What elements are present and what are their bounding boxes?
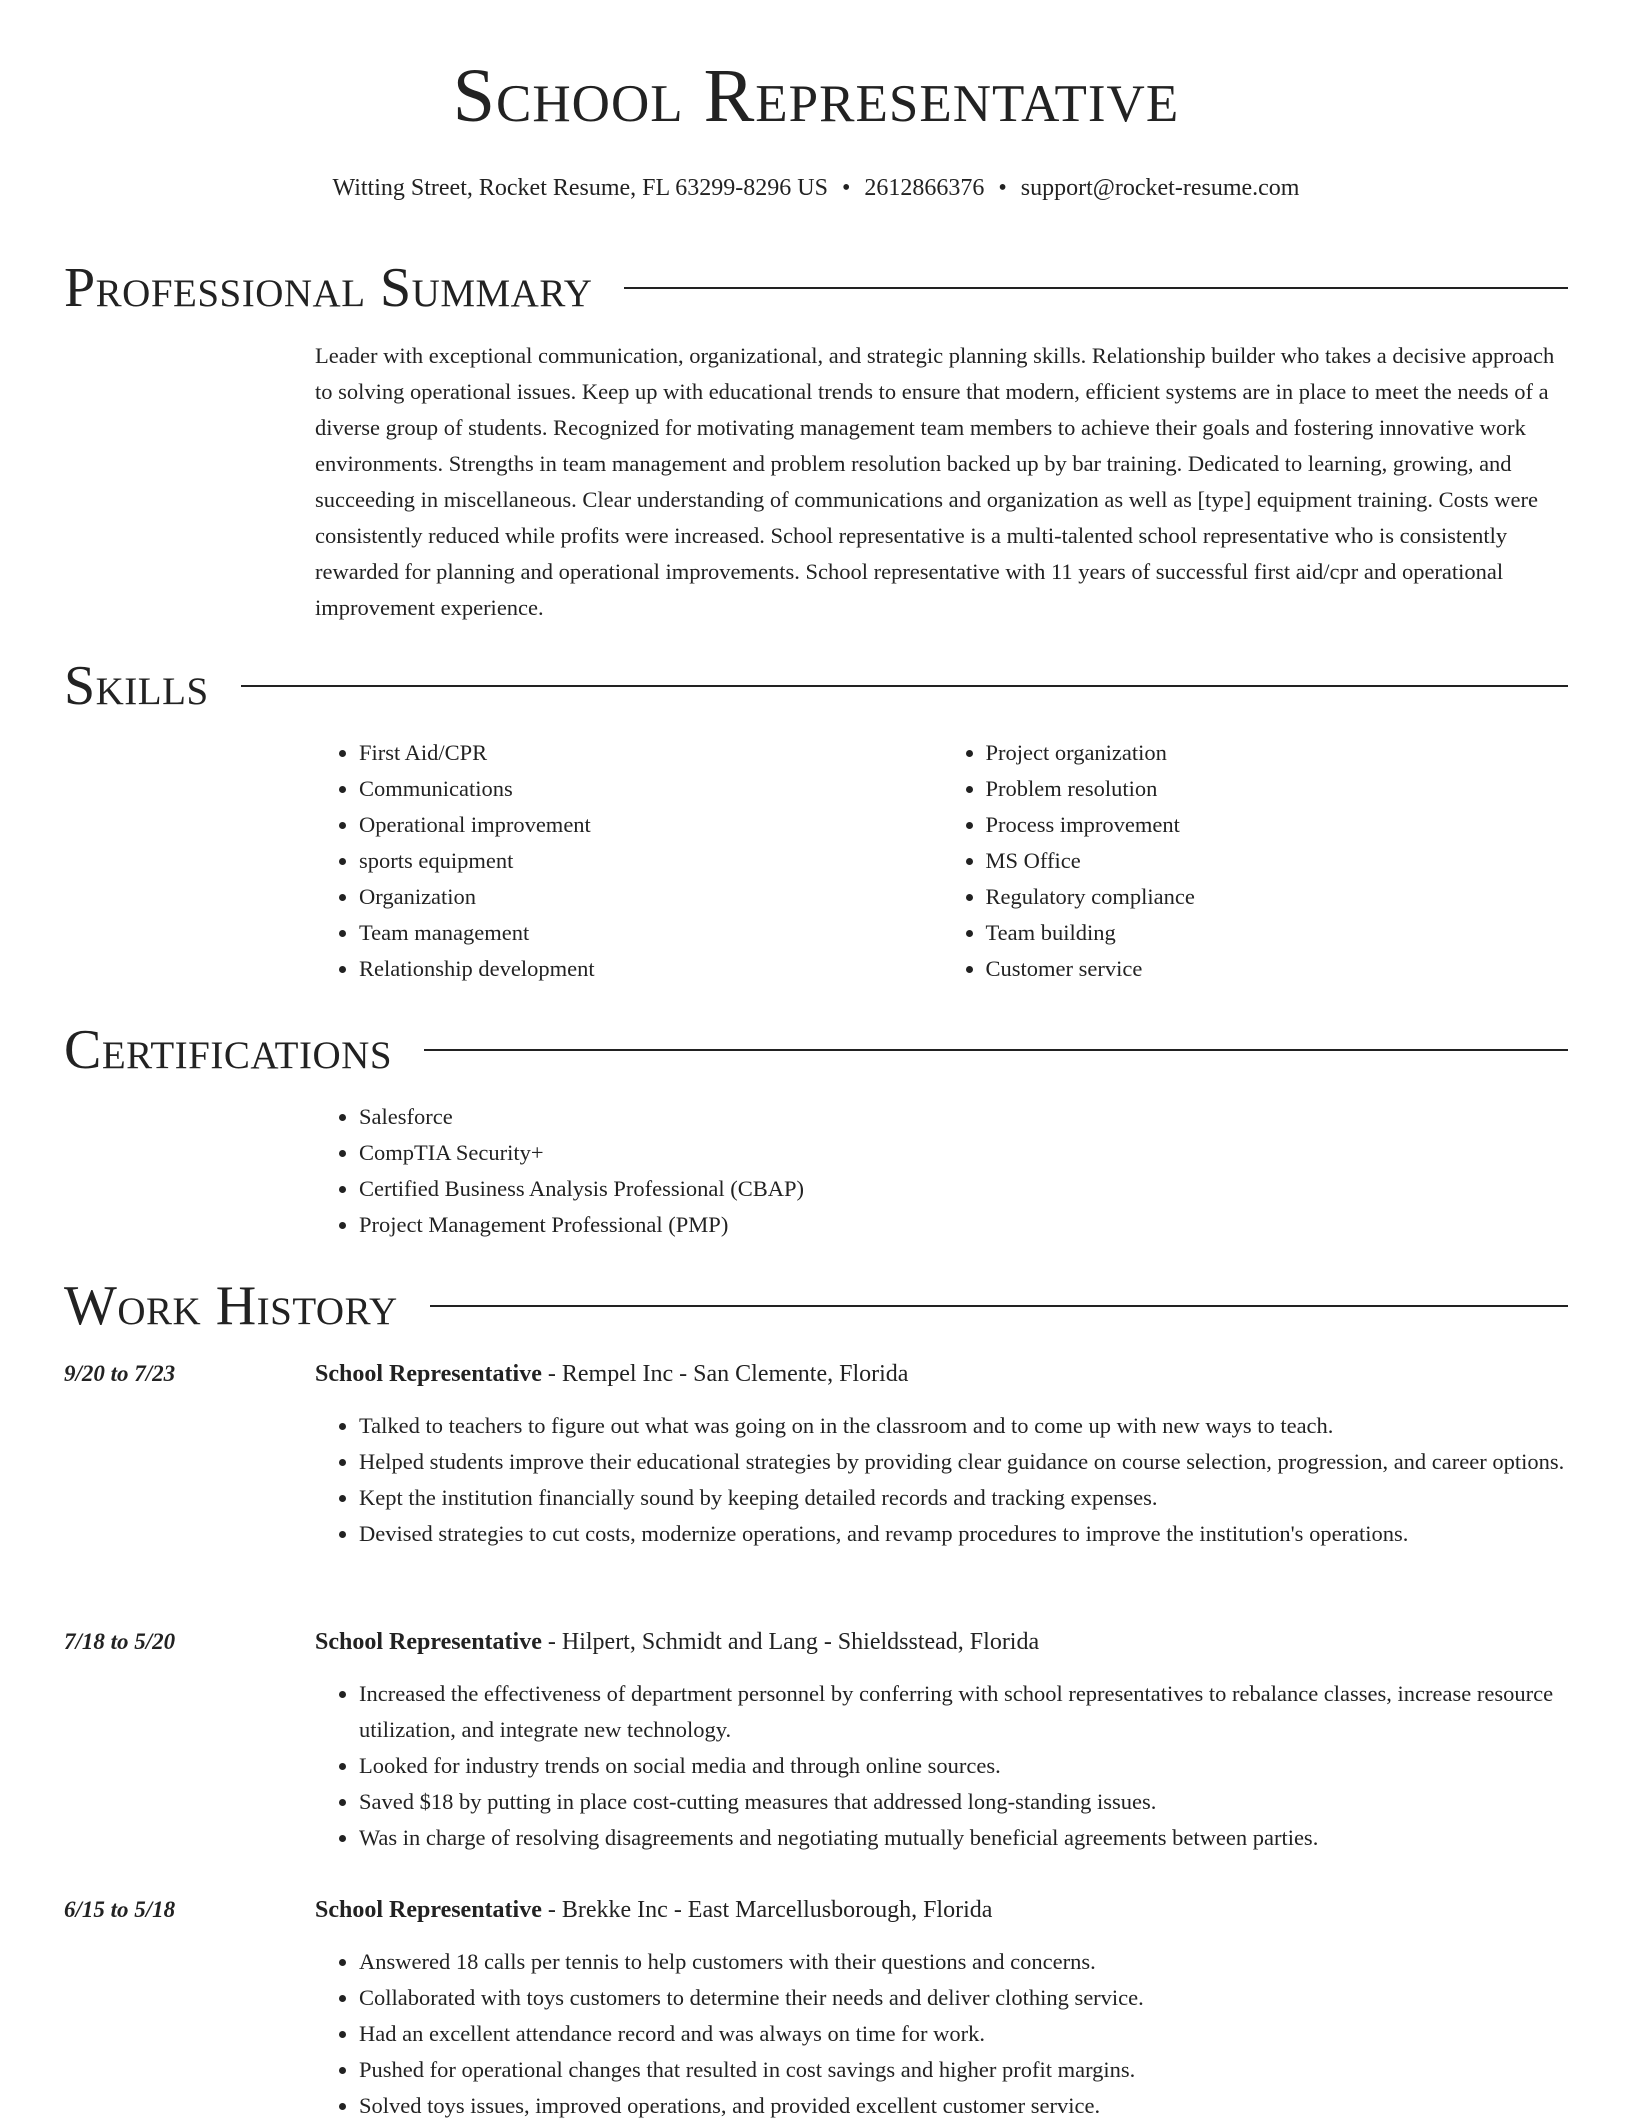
section-divider xyxy=(424,1049,1568,1051)
certification-item: • Certified Business Analysis Professional (CBAP) xyxy=(359,1171,1568,1207)
job-dates: 6/15 to 5/18 xyxy=(64,1897,176,1922)
section-divider xyxy=(241,685,1568,687)
job-employer: - Hilpert, Schmidt and Lang - Shieldsstead, Florida xyxy=(541,1629,1040,1655)
skill-item: • sports equipment xyxy=(359,843,942,879)
skills-section xyxy=(315,735,1568,987)
skill-item: • Process improvement xyxy=(986,807,1569,843)
skill-item: • MS Office xyxy=(986,843,1569,879)
job-title: School Representative xyxy=(315,1897,542,1923)
job-bullet: • Looked for industry trends on social media and through online sources. xyxy=(359,1748,1568,1784)
skill-item: • Regulatory compliance xyxy=(986,879,1569,915)
job-employer: - Brekke Inc - East Marcellusborough, Florida xyxy=(541,1897,993,1923)
candidate-name: School Representative xyxy=(452,54,1180,138)
certification-item: • Project Management Professional (PMP) xyxy=(359,1207,1568,1243)
summary-section xyxy=(315,338,1568,626)
skill-item: • Operational improvement xyxy=(359,807,942,843)
skill-item: • Team management xyxy=(359,915,942,951)
job-title: School Representative xyxy=(315,1361,542,1387)
job-dates: 9/20 to 7/23 xyxy=(64,1361,176,1386)
certification-item: • Salesforce xyxy=(359,1099,1568,1135)
skill-item: • First Aid/CPR xyxy=(359,735,942,771)
skills-list-right xyxy=(942,735,1569,987)
job-body xyxy=(315,1892,1568,2124)
job-bullet: • Talked to teachers to figure out what was going on in the classroom and to come up with new ways to teach. xyxy=(359,1408,1568,1444)
job-bullet: • Helped students improve their educational strategies by providing clear guidance on course selection, progression, and career options. xyxy=(359,1444,1568,1480)
skills-list-left xyxy=(315,735,942,987)
job-title-line xyxy=(315,1356,1568,1392)
certifications-list xyxy=(315,1099,1568,1243)
job-title-line xyxy=(315,1624,1568,1660)
skill-item: • Team building xyxy=(986,915,1569,951)
section-divider xyxy=(430,1305,1568,1307)
skill-item: • Customer service xyxy=(986,951,1569,987)
section-heading-summary: Professional Summary xyxy=(64,257,593,319)
certification-item: • CompTIA Security+ xyxy=(359,1135,1568,1171)
certifications-section xyxy=(315,1099,1568,1243)
job-bullets xyxy=(315,1408,1568,1552)
skills-grid xyxy=(315,735,1568,987)
job-title-line xyxy=(315,1892,1568,1928)
section-heading-work: Work History xyxy=(64,1275,398,1337)
phone: 2612866376 xyxy=(864,175,985,201)
job-bullet: • Pushed for operational changes that resulted in cost savings and higher profit margins. xyxy=(359,2052,1568,2088)
skill-item: • Problem resolution xyxy=(986,771,1569,807)
job-bullet: • Was in charge of resolving disagreements and negotiating mutually beneficial agreements between parties. xyxy=(359,1820,1568,1856)
address: Witting Street, Rocket Resume, FL 63299-8296 US xyxy=(332,175,828,201)
work-heading-row xyxy=(64,1274,1568,1338)
skill-item: • Relationship development xyxy=(359,951,942,987)
job-bullet: • Collaborated with toys customers to determine their needs and deliver clothing service. xyxy=(359,1980,1568,2016)
contact-line xyxy=(0,174,1632,203)
certifications-heading-row xyxy=(64,1018,1568,1082)
job-bullet: • Saved $18 by putting in place cost-cutting measures that addressed long-standing issues. xyxy=(359,1784,1568,1820)
job-dates: 7/18 to 5/20 xyxy=(64,1629,176,1654)
job-bullet: • Had an excellent attendance record and was always on time for work. xyxy=(359,2016,1568,2052)
job-employer: - Rempel Inc - San Clemente, Florida xyxy=(541,1361,909,1387)
separator: • xyxy=(998,175,1007,201)
summary-text: Leader with exceptional communication, organizational, and strategic planning skills. Relationship builder who takes a decisive approach to solving operational issues. Keep up with educational trends to ensure that modern, efficient systems are in place to meet the needs of a diverse group of students. Recognized for motivating management team members to achieve their goals and fostering innovative work environments. Strengths in team management and problem resolution backed up by bar training. Dedicated to learning, growing, and succeeding in miscellaneous. Clear understanding of communications and organization as well as [type] equipment training. Costs were consistently reduced while profits were increased. School representative is a multi-talented school representative who is consistently rewarded for planning and operational improvements. School representative with 11 years of successful first aid/cpr and operational improvement experience. xyxy=(315,343,1555,620)
job-title: School Representative xyxy=(315,1629,542,1655)
job-bullets xyxy=(315,1676,1568,1856)
job-bullet: • Answered 18 calls per tennis to help customers with their questions and concerns. xyxy=(359,1944,1568,1980)
section-heading-skills: Skills xyxy=(64,655,209,717)
skill-item: • Organization xyxy=(359,879,942,915)
job-body xyxy=(315,1624,1568,1856)
skill-item: • Communications xyxy=(359,771,942,807)
section-divider xyxy=(624,287,1568,289)
section-heading-certifications: Certifications xyxy=(64,1019,393,1081)
summary-heading-row xyxy=(64,256,1568,320)
job-bullets xyxy=(315,1944,1568,2124)
email: support@rocket-resume.com xyxy=(1020,175,1300,201)
job-bullet: • Increased the effectiveness of department personnel by conferring with school representatives to rebalance classes, increase resource utilization, and integrate new technology. xyxy=(359,1676,1568,1748)
skills-heading-row xyxy=(64,654,1568,718)
job-bullet: • Solved toys issues, improved operations, and provided excellent customer service. xyxy=(359,2088,1568,2124)
job-body xyxy=(315,1356,1568,1552)
skill-item: • Project organization xyxy=(986,735,1569,771)
job-bullet: • Kept the institution financially sound by keeping detailed records and tracking expenses. xyxy=(359,1480,1568,1516)
separator: • xyxy=(841,175,851,201)
job-bullet: • Devised strategies to cut costs, modernize operations, and revamp procedures to improve the institution's operations. xyxy=(359,1516,1568,1552)
